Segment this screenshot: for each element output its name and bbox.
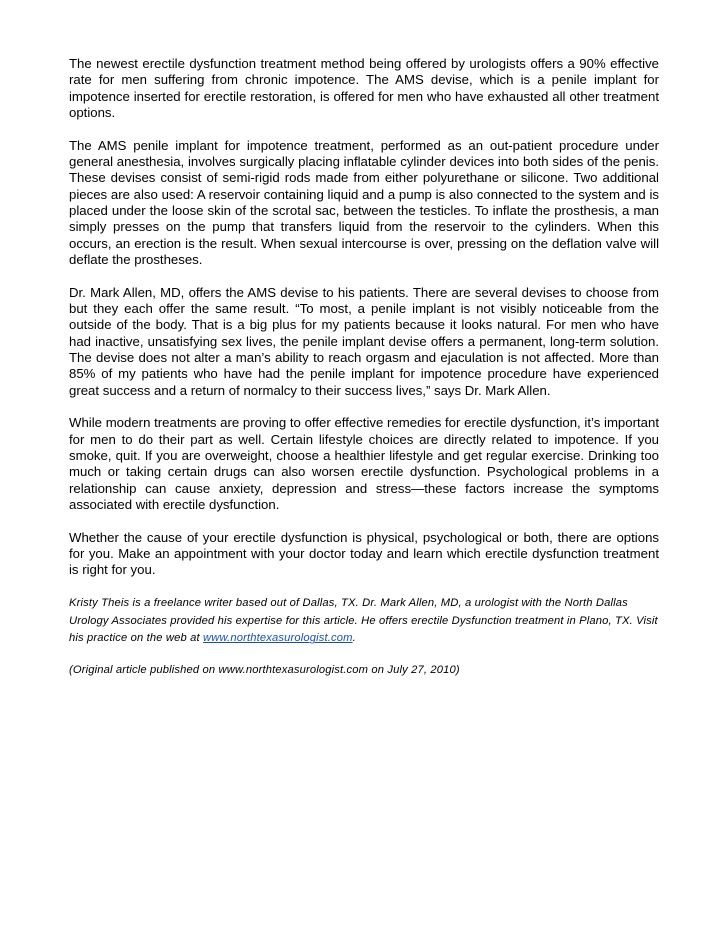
paragraph-lifestyle: While modern treatments are proving to offer effective remedies for erectile dysfunction, it’s important for men to do their part as well. Certain lifestyle choices are directly related to impotence. If you smoke, quit. If you are overweight, choose a healthier lifestyle and get regular exercise. Drinking too much or taking certain drugs can also worsen erectile dysfunction. Psychological problems in a relationship can cause anxiety, depression and stress—these factors increase the symptoms associated with erectile dysfunction. bbox=[69, 415, 659, 512]
paragraph-procedure: The AMS penile implant for impotence treatment, performed as an out-patient procedure under general anesthesia, involves surgically placing inflatable cylinder devices into both sides of the penis. These devises consist of semi-rigid rods made from either polyurethane or silicone. Two additional pieces are also used: A reservoir containing liquid and a pump is also connected to the system and is placed under the loose skin of the scrotal sac, between the testicles. To inflate the prosthesis, a man simply presses on the pump that transfers liquid from the reservoir to the cylinders. When this occurs, an erection is the result. When sexual intercourse is over, pressing on the deflation valve will deflate the prostheses. bbox=[69, 137, 659, 267]
author-bio-text: Kristy Theis is a freelance writer based out of Dallas, TX. Dr. Mark Allen, MD, a urologist with the North Dallas Urology Associates provided his expertise for this article. He offers erectile Dysfunction treatment in Plano, TX. Visit his practice on the web at bbox=[69, 597, 658, 645]
author-bio-end: . bbox=[352, 632, 356, 645]
practice-website-link[interactable]: www.northtexasurologist.com bbox=[203, 632, 353, 645]
paragraph-closing: Whether the cause of your erectile dysfunction is physical, psychological or both, there are options for you. Make an appointment with your doctor today and learn which erectile dysfunction treatment is right for you. bbox=[69, 529, 659, 578]
publication-credit: (Original article published on www.northtexasurologist.com on July 27, 2010) bbox=[69, 664, 460, 677]
paragraph-doctor-quote: Dr. Mark Allen, MD, offers the AMS devise to his patients. There are several devises to choose from but they each offer the same result. “To most, a penile implant is not visibly noticeable from the outside of the body. That is a big plus for my patients because it looks natural. For men who have had inactive, unsatisfying sex lives, the penile implant devise offers a permanent, long-term solution. The devise does not alter a man’s ability to reach orgasm and ejaculation is not affected. More than 85% of my patients who have had the penile implant for impotence procedure have experienced great success and a return of normalcy to their success lives,” says Dr. Mark Allen. bbox=[69, 284, 659, 398]
document-page bbox=[69, 56, 659, 678]
author-bio bbox=[69, 595, 659, 648]
paragraph-intro: The newest erectile dysfunction treatment method being offered by urologists offers a 90% effective rate for men suffering from chronic impotence. The AMS devise, which is a penile implant for impotence inserted for erectile restoration, is offered for men who have exhausted all other treatment options. bbox=[69, 56, 659, 120]
